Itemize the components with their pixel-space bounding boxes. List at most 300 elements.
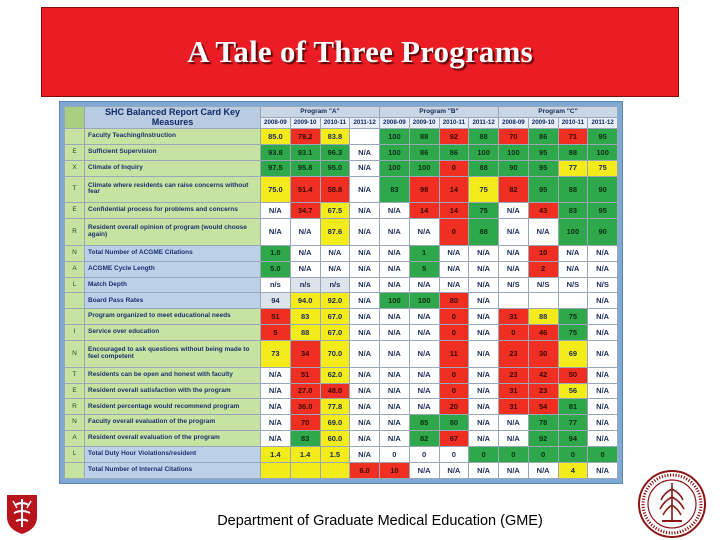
value-cell: 70.0: [320, 341, 350, 368]
value-cell: 77: [558, 415, 588, 431]
value-cell: 92: [439, 129, 469, 145]
value-cell: 88: [469, 160, 499, 176]
value-cell: 10: [528, 245, 558, 261]
year-header: 2008-09: [380, 118, 410, 129]
value-cell: 5: [261, 325, 291, 341]
value-cell: N/A: [588, 325, 618, 341]
year-header: 2009-10: [528, 118, 558, 129]
value-cell: N/A: [350, 367, 380, 383]
value-cell: N/A: [588, 399, 618, 415]
value-cell: N/A: [499, 431, 529, 447]
value-cell: 0: [439, 160, 469, 176]
value-cell: 94: [261, 293, 291, 309]
section-letter: R: [65, 219, 85, 246]
value-cell: 34: [290, 341, 320, 368]
value-cell: 86: [439, 144, 469, 160]
value-cell: 0: [469, 447, 499, 463]
value-cell: N/A: [320, 261, 350, 277]
value-cell: 100: [380, 144, 410, 160]
measure-label: Total Number of Internal Citations: [85, 462, 261, 478]
year-header: 2010-11: [558, 118, 588, 129]
value-cell: [499, 293, 529, 309]
value-cell: N/A: [350, 176, 380, 203]
value-cell: 92.0: [320, 293, 350, 309]
section-letter: R: [65, 399, 85, 415]
table-row: [65, 325, 618, 341]
table-row: [65, 341, 618, 368]
value-cell: 0: [439, 219, 469, 246]
value-cell: 100: [588, 144, 618, 160]
value-cell: 31: [499, 309, 529, 325]
value-cell: 58.8: [320, 176, 350, 203]
section-letter: I: [65, 325, 85, 341]
value-cell: N/A: [380, 325, 410, 341]
year-header: 2011-12: [588, 118, 618, 129]
value-cell: N/A: [380, 245, 410, 261]
value-cell: N/A: [588, 245, 618, 261]
value-cell: 51: [261, 309, 291, 325]
value-cell: N/S: [558, 277, 588, 293]
value-cell: 0: [439, 447, 469, 463]
value-cell: N/A: [588, 261, 618, 277]
value-cell: 56: [558, 383, 588, 399]
year-header: 2011-12: [350, 118, 380, 129]
value-cell: N/A: [350, 160, 380, 176]
value-cell: 5: [409, 261, 439, 277]
value-cell: 30: [528, 341, 558, 368]
measure-label: Climate of Inquiry: [85, 160, 261, 176]
value-cell: 86: [528, 129, 558, 145]
table-row: [65, 383, 618, 399]
value-cell: 71: [558, 129, 588, 145]
value-cell: 1: [409, 245, 439, 261]
measure-label: Total Duty Hour Violations/resident: [85, 447, 261, 463]
table-row: [65, 144, 618, 160]
program-b-header: Program "B": [380, 107, 499, 118]
value-cell: 100: [380, 129, 410, 145]
value-cell: N/A: [558, 245, 588, 261]
value-cell: 81: [558, 399, 588, 415]
section-letter: E: [65, 383, 85, 399]
value-cell: 100: [409, 293, 439, 309]
value-cell: N/A: [469, 367, 499, 383]
value-cell: 42: [528, 367, 558, 383]
value-cell: N/A: [469, 383, 499, 399]
side-header-cell: [65, 107, 85, 129]
value-cell: 73: [261, 341, 291, 368]
value-cell: N/A: [261, 399, 291, 415]
value-cell: 36.0: [290, 399, 320, 415]
section-letter: N: [65, 245, 85, 261]
value-cell: N/A: [409, 309, 439, 325]
value-cell: N/A: [350, 203, 380, 219]
measure-label: Resident overall opinion of program (would choose again): [85, 219, 261, 246]
section-letter: N: [65, 341, 85, 368]
value-cell: 75: [469, 203, 499, 219]
value-cell: N/A: [350, 144, 380, 160]
value-cell: N/A: [261, 415, 291, 431]
section-letter: [65, 129, 85, 145]
slide-title: A Tale of Three Programs: [187, 34, 533, 69]
value-cell: N/A: [588, 431, 618, 447]
value-cell: N/A: [439, 261, 469, 277]
value-cell: 62.0: [320, 367, 350, 383]
section-letter: [65, 293, 85, 309]
value-cell: N/A: [439, 462, 469, 478]
value-cell: N/A: [588, 293, 618, 309]
value-cell: 1.4: [261, 447, 291, 463]
value-cell: 27.0: [290, 383, 320, 399]
table-row: [65, 309, 618, 325]
section-letter: [65, 462, 85, 478]
value-cell: N/A: [409, 462, 439, 478]
section-letter: L: [65, 447, 85, 463]
value-cell: 67: [439, 431, 469, 447]
value-cell: 51.4: [290, 176, 320, 203]
table-row: [65, 462, 618, 478]
measure-label: Encouraged to ask questions without being made to feel competent: [85, 341, 261, 368]
value-cell: N/A: [588, 383, 618, 399]
value-cell: N/A: [380, 203, 410, 219]
value-cell: 75: [558, 325, 588, 341]
value-cell: 88: [558, 144, 588, 160]
value-cell: 75: [558, 309, 588, 325]
value-cell: n/s: [261, 277, 291, 293]
value-cell: 75: [588, 160, 618, 176]
value-cell: 67.0: [320, 325, 350, 341]
value-cell: N/A: [380, 277, 410, 293]
value-cell: 93.1: [290, 144, 320, 160]
value-cell: 75.0: [261, 176, 291, 203]
value-cell: 1.0: [261, 245, 291, 261]
value-cell: N/A: [409, 325, 439, 341]
value-cell: N/A: [469, 261, 499, 277]
value-cell: N/A: [350, 341, 380, 368]
value-cell: 87.6: [320, 219, 350, 246]
table-row: [65, 261, 618, 277]
value-cell: 69: [558, 341, 588, 368]
value-cell: 88: [409, 129, 439, 145]
value-cell: 31: [499, 383, 529, 399]
value-cell: 0: [439, 367, 469, 383]
value-cell: 77: [558, 160, 588, 176]
value-cell: N/A: [380, 415, 410, 431]
value-cell: N/A: [469, 277, 499, 293]
value-cell: N/A: [350, 293, 380, 309]
year-header: 2008-09: [499, 118, 529, 129]
year-header: 2008-09: [261, 118, 291, 129]
value-cell: 31: [499, 399, 529, 415]
table-row: [65, 399, 618, 415]
value-cell: 11: [439, 341, 469, 368]
value-cell: 94.0: [290, 293, 320, 309]
value-cell: N/A: [290, 245, 320, 261]
value-cell: [261, 462, 291, 478]
measure-label: Resident percentage would recommend program: [85, 399, 261, 415]
value-cell: 92: [528, 431, 558, 447]
measure-label: Service over education: [85, 325, 261, 341]
value-cell: 100: [558, 219, 588, 246]
value-cell: 83: [380, 176, 410, 203]
footer-text: Department of Graduate Medical Education (GME): [217, 513, 543, 529]
value-cell: 94: [558, 431, 588, 447]
value-cell: 83: [290, 309, 320, 325]
table-row: [65, 245, 618, 261]
value-cell: N/A: [350, 325, 380, 341]
value-cell: 80: [439, 415, 469, 431]
value-cell: N/A: [588, 309, 618, 325]
value-cell: 0: [439, 325, 469, 341]
value-cell: 2: [528, 261, 558, 277]
value-cell: N/S: [528, 277, 558, 293]
measure-label: Residents can be open and honest with faculty: [85, 367, 261, 383]
year-header: 2010-11: [320, 118, 350, 129]
measure-label: Climate where residents can raise concerns without fear: [85, 176, 261, 203]
value-cell: 1.5: [320, 447, 350, 463]
value-cell: 75: [469, 176, 499, 203]
value-cell: N/A: [409, 277, 439, 293]
section-letter: N: [65, 415, 85, 431]
value-cell: 100: [409, 160, 439, 176]
value-cell: 100: [380, 293, 410, 309]
value-cell: N/A: [350, 261, 380, 277]
value-cell: N/A: [469, 309, 499, 325]
value-cell: 23: [499, 341, 529, 368]
value-cell: 1.4: [290, 447, 320, 463]
year-header: 2009-10: [290, 118, 320, 129]
value-cell: 100: [380, 160, 410, 176]
value-cell: N/A: [350, 447, 380, 463]
value-cell: n/s: [290, 277, 320, 293]
year-header: 2011-12: [469, 118, 499, 129]
measure-label: Faculty Teaching/Instruction: [85, 129, 261, 145]
value-cell: 77.8: [320, 399, 350, 415]
value-cell: N/A: [290, 219, 320, 246]
value-cell: 70: [499, 129, 529, 145]
value-cell: N/A: [588, 415, 618, 431]
value-cell: N/A: [350, 415, 380, 431]
value-cell: 88: [528, 309, 558, 325]
value-cell: N/A: [409, 399, 439, 415]
value-cell: 78: [528, 415, 558, 431]
value-cell: 98: [409, 176, 439, 203]
value-cell: N/A: [380, 309, 410, 325]
table-row: [65, 160, 618, 176]
value-cell: 80: [439, 293, 469, 309]
year-header: 2009-10: [409, 118, 439, 129]
value-cell: 90: [588, 176, 618, 203]
value-cell: N/A: [261, 367, 291, 383]
value-cell: 4: [558, 462, 588, 478]
report-card-frame: [59, 101, 623, 484]
report-card-table: [64, 106, 618, 479]
value-cell: N/A: [350, 431, 380, 447]
section-letter: A: [65, 431, 85, 447]
value-cell: N/A: [469, 462, 499, 478]
value-cell: 34.7: [290, 203, 320, 219]
report-card-body: [65, 129, 618, 479]
value-cell: 88: [469, 219, 499, 246]
measure-label: Faculty overall evaluation of the program: [85, 415, 261, 431]
measure-label: Program organized to meet educational needs: [85, 309, 261, 325]
table-row: [65, 415, 618, 431]
value-cell: N/A: [499, 261, 529, 277]
value-cell: N/A: [261, 219, 291, 246]
value-cell: N/A: [380, 341, 410, 368]
value-cell: 46: [528, 325, 558, 341]
value-cell: N/A: [409, 219, 439, 246]
measure-label: Board Pass Rates: [85, 293, 261, 309]
table-row: [65, 367, 618, 383]
value-cell: 20: [439, 399, 469, 415]
measure-label: Resident overall evaluation of the program: [85, 431, 261, 447]
value-cell: 95: [528, 144, 558, 160]
value-cell: 14: [439, 176, 469, 203]
value-cell: N/A: [499, 203, 529, 219]
value-cell: 96.3: [320, 144, 350, 160]
value-cell: 100: [499, 144, 529, 160]
value-cell: 43: [528, 203, 558, 219]
value-cell: 88: [469, 129, 499, 145]
title-banner: [41, 7, 679, 97]
value-cell: N/A: [528, 219, 558, 246]
value-cell: 88: [558, 176, 588, 203]
table-row: [65, 219, 618, 246]
program-a-header: Program "A": [261, 107, 380, 118]
value-cell: N/A: [350, 399, 380, 415]
value-cell: 90: [499, 160, 529, 176]
section-letter: [65, 309, 85, 325]
value-cell: [350, 129, 380, 145]
value-cell: N/A: [439, 245, 469, 261]
section-letter: E: [65, 203, 85, 219]
value-cell: 14: [439, 203, 469, 219]
value-cell: 100: [469, 144, 499, 160]
value-cell: N/A: [499, 219, 529, 246]
table-row: [65, 277, 618, 293]
value-cell: N/A: [261, 383, 291, 399]
value-cell: N/A: [350, 383, 380, 399]
value-cell: 95.8: [290, 160, 320, 176]
value-cell: N/A: [469, 341, 499, 368]
value-cell: N/A: [469, 399, 499, 415]
value-cell: N/A: [290, 261, 320, 277]
section-letter: L: [65, 277, 85, 293]
section-letter: E: [65, 144, 85, 160]
value-cell: N/A: [350, 309, 380, 325]
measure-label: Total Number of ACGME Citations: [85, 245, 261, 261]
value-cell: 79.2: [290, 129, 320, 145]
value-cell: 67.5: [320, 203, 350, 219]
value-cell: N/A: [409, 341, 439, 368]
value-cell: N/A: [350, 245, 380, 261]
value-cell: N/A: [469, 415, 499, 431]
section-letter: T: [65, 367, 85, 383]
value-cell: N/A: [469, 245, 499, 261]
value-cell: 48.0: [320, 383, 350, 399]
table-title: SHC Balanced Report Card Key Measures: [85, 107, 261, 129]
measure-label: Confidential process for problems and concerns: [85, 203, 261, 219]
value-cell: 60.0: [320, 431, 350, 447]
value-cell: 67.0: [320, 309, 350, 325]
value-cell: N/A: [380, 261, 410, 277]
table-row: [65, 129, 618, 145]
value-cell: 10: [380, 462, 410, 478]
value-cell: 86: [409, 144, 439, 160]
value-cell: [558, 293, 588, 309]
value-cell: N/A: [350, 219, 380, 246]
value-cell: 85.0: [261, 129, 291, 145]
stanford-hospital-emblem-icon: [5, 493, 39, 535]
value-cell: N/A: [380, 367, 410, 383]
value-cell: N/S: [499, 277, 529, 293]
value-cell: N/S: [588, 277, 618, 293]
value-cell: 95: [588, 129, 618, 145]
value-cell: 0: [439, 309, 469, 325]
value-cell: 90: [588, 219, 618, 246]
value-cell: 0: [439, 383, 469, 399]
value-cell: 0: [380, 447, 410, 463]
value-cell: N/A: [499, 245, 529, 261]
value-cell: [528, 293, 558, 309]
value-cell: N/A: [528, 462, 558, 478]
value-cell: 0: [499, 325, 529, 341]
value-cell: 69.0: [320, 415, 350, 431]
value-cell: N/A: [439, 277, 469, 293]
table-row: [65, 431, 618, 447]
value-cell: 82: [499, 176, 529, 203]
value-cell: 83.8: [320, 129, 350, 145]
value-cell: N/A: [320, 245, 350, 261]
value-cell: 23: [499, 367, 529, 383]
value-cell: 88: [290, 325, 320, 341]
stanford-university-seal-icon: [634, 469, 710, 539]
value-cell: 0: [499, 447, 529, 463]
section-letter: T: [65, 176, 85, 203]
value-cell: N/A: [588, 367, 618, 383]
measure-label: Resident overall satisfaction with the program: [85, 383, 261, 399]
value-cell: [320, 462, 350, 478]
value-cell: 0: [528, 447, 558, 463]
table-row: [65, 447, 618, 463]
value-cell: N/A: [261, 431, 291, 447]
value-cell: N/A: [350, 277, 380, 293]
value-cell: 0: [558, 447, 588, 463]
value-cell: N/A: [380, 219, 410, 246]
measure-label: Match Depth: [85, 277, 261, 293]
value-cell: N/A: [499, 415, 529, 431]
value-cell: 51: [290, 367, 320, 383]
value-cell: 83: [290, 431, 320, 447]
value-cell: n/s: [320, 277, 350, 293]
value-cell: 82: [409, 431, 439, 447]
value-cell: 6.0: [350, 462, 380, 478]
measure-label: ACGME Cycle Length: [85, 261, 261, 277]
value-cell: 0: [409, 447, 439, 463]
value-cell: N/A: [499, 462, 529, 478]
table-row: [65, 176, 618, 203]
value-cell: 50: [558, 367, 588, 383]
value-cell: N/A: [409, 367, 439, 383]
value-cell: N/A: [409, 383, 439, 399]
value-cell: N/A: [558, 261, 588, 277]
year-header: 2010-11: [439, 118, 469, 129]
value-cell: N/A: [380, 383, 410, 399]
value-cell: N/A: [469, 325, 499, 341]
value-cell: N/A: [380, 431, 410, 447]
value-cell: N/A: [469, 431, 499, 447]
value-cell: 95: [528, 160, 558, 176]
